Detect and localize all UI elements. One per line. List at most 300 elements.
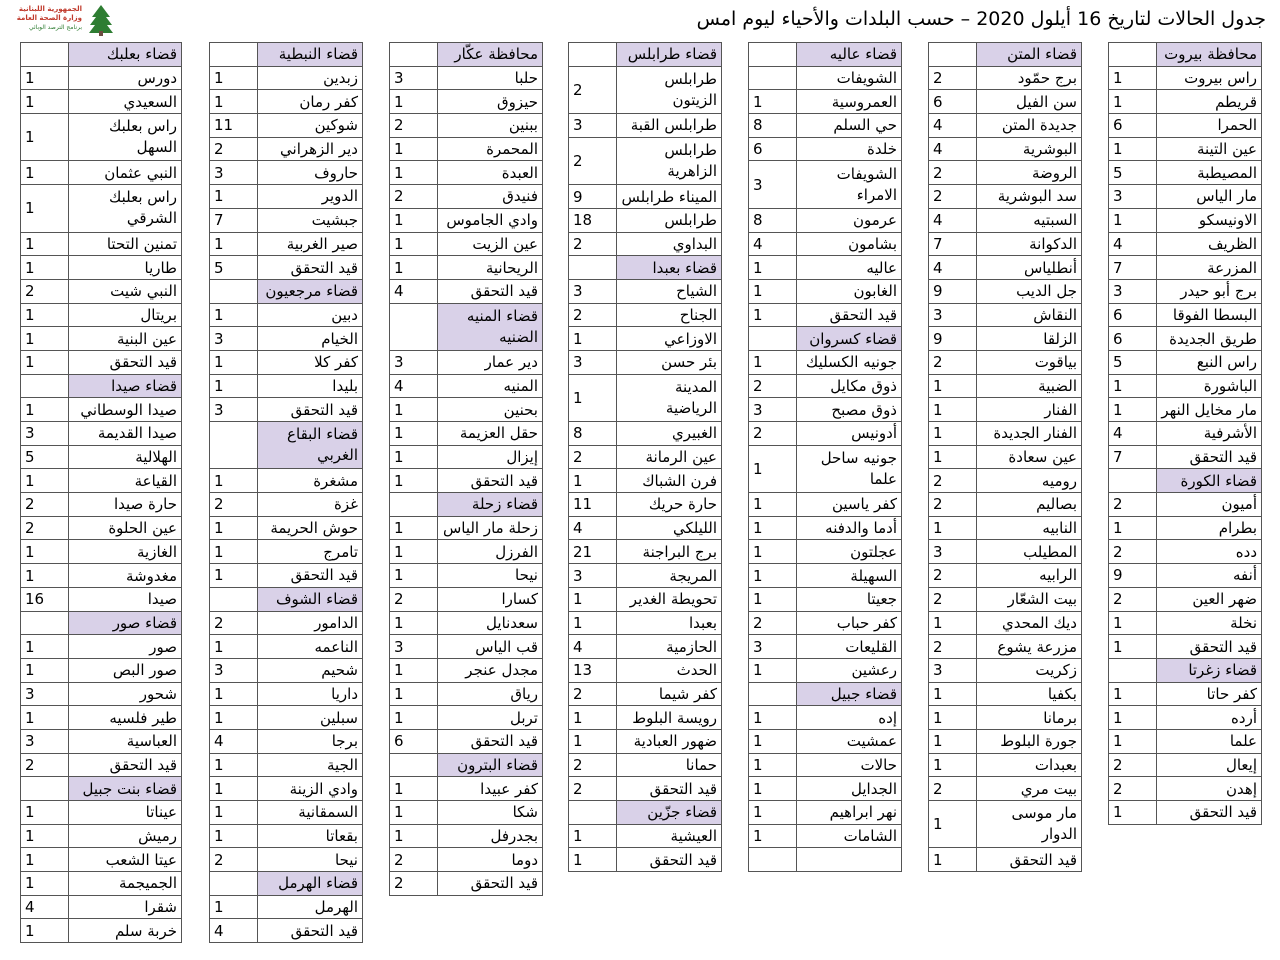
case-count: 9 <box>929 280 977 303</box>
case-count: 1 <box>390 540 438 563</box>
case-count: 1 <box>210 90 258 113</box>
case-count: 1 <box>569 612 617 635</box>
case-count: 1 <box>210 754 258 777</box>
case-count: 2 <box>929 777 977 800</box>
case-count: 3 <box>390 351 438 374</box>
district-header-row <box>21 43 181 67</box>
case-count <box>749 327 797 350</box>
table-row <box>1109 304 1261 328</box>
case-count: 1 <box>210 304 258 327</box>
district-header-row <box>210 280 362 304</box>
case-count: 2 <box>1109 777 1157 800</box>
table-row <box>390 825 542 849</box>
case-count: 1 <box>569 706 617 729</box>
table-row <box>390 635 542 659</box>
locality-name: الريحانية <box>485 258 538 277</box>
locality-name: حي السلم <box>833 116 897 135</box>
case-count: 2 <box>749 612 797 635</box>
case-count: 1 <box>1109 706 1157 729</box>
case-count: 6 <box>929 90 977 113</box>
case-count <box>21 43 69 66</box>
table-row <box>1109 90 1261 114</box>
case-count: 3 <box>569 564 617 587</box>
locality-name: راس بيروت <box>1184 69 1257 88</box>
case-count: 11 <box>210 114 258 137</box>
case-count: 1 <box>390 706 438 729</box>
table-row <box>569 706 721 730</box>
case-count <box>210 422 258 468</box>
table-row <box>390 683 542 707</box>
table-row <box>569 304 721 328</box>
case-count <box>1109 43 1157 66</box>
locality-name: تحويطة الغدير <box>629 590 717 609</box>
case-count: 1 <box>569 469 617 492</box>
locality-name: بيت مري <box>1020 779 1077 798</box>
locality-name: الهلالية <box>135 448 177 467</box>
case-count <box>210 872 258 895</box>
case-count: 1 <box>749 706 797 729</box>
case-count: 1 <box>1109 375 1157 398</box>
case-count: 1 <box>21 114 69 160</box>
table-column-5 <box>389 42 543 896</box>
locality-name: سن الفيل <box>1016 92 1077 111</box>
case-count: 6 <box>1109 304 1157 327</box>
case-count: 6 <box>749 138 797 161</box>
locality-name: شقرا <box>144 898 177 917</box>
case-count: 1 <box>1109 683 1157 706</box>
locality-name: خلدة <box>867 140 897 159</box>
case-count: 2 <box>210 493 258 516</box>
locality-name: الجناح <box>679 305 717 324</box>
locality-name: مار الياس <box>1196 187 1257 206</box>
case-count: 1 <box>21 540 69 563</box>
district-name: قضاء جزّين <box>647 803 717 822</box>
case-count: 1 <box>390 683 438 706</box>
case-count: 2 <box>929 469 977 492</box>
case-count: 2 <box>1109 540 1157 563</box>
table-row <box>1109 161 1261 185</box>
case-count: 1 <box>1109 612 1157 635</box>
table-row <box>1109 185 1261 209</box>
table-row <box>210 493 362 517</box>
case-count: 1 <box>210 801 258 824</box>
case-count: 18 <box>569 209 617 232</box>
table-row <box>390 185 542 209</box>
table-row <box>749 517 901 541</box>
case-count: 2 <box>569 754 617 777</box>
table-row <box>929 493 1081 517</box>
table-row <box>210 375 362 399</box>
district-header-row <box>210 43 362 67</box>
locality-name: بكفيا <box>1047 684 1077 703</box>
case-count: 2 <box>929 67 977 90</box>
locality-name: برج أبو حيدر <box>1180 282 1257 301</box>
case-count: 2 <box>929 161 977 184</box>
locality-name: شوكين <box>314 116 358 135</box>
table-row <box>929 469 1081 493</box>
district-name: قضاء النبطية <box>278 45 358 64</box>
table-row <box>929 422 1081 446</box>
table-row <box>390 90 542 114</box>
table-row <box>390 114 542 138</box>
case-count: 1 <box>390 659 438 682</box>
table-row <box>210 114 362 138</box>
case-count: 2 <box>929 635 977 658</box>
case-count: 1 <box>210 564 258 587</box>
table-row <box>749 493 901 517</box>
table-row <box>569 825 721 849</box>
case-count: 1 <box>749 730 797 753</box>
table-row <box>749 422 901 446</box>
district-header-row <box>21 375 181 399</box>
case-count: 1 <box>929 683 977 706</box>
table-row <box>749 304 901 328</box>
district-name: قضاء عاليه <box>829 45 897 64</box>
table-row <box>749 635 901 659</box>
case-count: 1 <box>390 209 438 232</box>
table-row <box>929 280 1081 304</box>
locality-name: قيد التحقق <box>470 732 538 751</box>
district-header-row <box>749 327 901 351</box>
locality-name: قيد التحقق <box>1009 850 1077 869</box>
table-row <box>390 540 542 564</box>
table-row <box>749 233 901 257</box>
table-row <box>21 493 181 517</box>
locality-name: طرابلس القبة <box>630 116 717 135</box>
district-header-row <box>390 493 542 517</box>
case-count: 1 <box>21 635 69 658</box>
locality-name: زبدين <box>323 69 358 88</box>
case-count: 1 <box>749 588 797 611</box>
table-row <box>1109 351 1261 375</box>
table-row <box>210 517 362 541</box>
case-count: 1 <box>1109 730 1157 753</box>
locality-name: حوش الحريمة <box>270 519 358 538</box>
locality-name: ذوق مكايل <box>830 376 897 395</box>
locality-name: عيتا الشعب <box>105 850 177 869</box>
locality-name: الدكوانة <box>1029 234 1077 253</box>
locality-name: مشغرة <box>313 471 358 490</box>
table-row <box>929 233 1081 257</box>
table-row <box>210 801 362 825</box>
locality-name: الخيام <box>321 329 358 348</box>
table-column-2 <box>928 42 1082 872</box>
locality-name: السبتيه <box>1033 211 1077 230</box>
table-row <box>929 683 1081 707</box>
case-count: 1 <box>749 304 797 327</box>
table-row <box>210 67 362 91</box>
case-count: 2 <box>929 588 977 611</box>
case-count: 7 <box>929 233 977 256</box>
case-count <box>749 683 797 706</box>
locality-name: المصيطبة <box>1197 163 1257 182</box>
district-name: قضاء زحلة <box>471 495 538 514</box>
table-row <box>749 446 901 493</box>
table-row <box>210 540 362 564</box>
locality-name: رعشين <box>851 661 897 680</box>
district-name: قضاء صيدا <box>111 377 177 395</box>
locality-name: السمقانية <box>298 803 358 822</box>
case-count: 3 <box>21 422 69 445</box>
locality-name: كفر رمان <box>299 92 358 111</box>
table-row <box>749 848 901 872</box>
case-count <box>569 801 617 824</box>
logo-line-3: برنامج الترصد الوبائي <box>28 24 82 31</box>
locality-name: ديك المحدي <box>1002 613 1077 632</box>
district-header-row <box>21 612 181 636</box>
table-row <box>1109 730 1261 754</box>
locality-name: الفرزل <box>495 542 538 561</box>
district-name: قضاء كسروان <box>809 329 897 348</box>
locality-name: الباشورة <box>1203 376 1257 395</box>
locality-name: الفنار الجديدة <box>993 424 1077 443</box>
case-count: 1 <box>1109 67 1157 90</box>
table-row <box>749 67 901 91</box>
case-count: 4 <box>749 233 797 256</box>
locality-name: الناعمه <box>314 637 358 656</box>
table-row <box>569 683 721 707</box>
locality-name: قيد التحقق <box>470 471 538 490</box>
locality-name: برج حمّود <box>1017 69 1077 88</box>
case-count: 6 <box>1109 114 1157 137</box>
case-count: 1 <box>749 90 797 113</box>
case-count: 1 <box>749 564 797 587</box>
case-count: 7 <box>1109 256 1157 279</box>
table-row <box>210 754 362 778</box>
table-row <box>390 777 542 801</box>
locality-name: سعدنايل <box>486 613 538 632</box>
case-count: 1 <box>390 138 438 161</box>
case-count: 2 <box>21 493 69 516</box>
locality-name: قيد التحقق <box>470 874 538 893</box>
district-name: قضاء بنت جبيل <box>82 779 177 798</box>
case-count: 1 <box>390 469 438 492</box>
table-row <box>1109 422 1261 446</box>
locality-name: أدما والدفنه <box>825 519 897 538</box>
table-row <box>210 730 362 754</box>
table-row <box>929 612 1081 636</box>
table-row <box>21 67 181 91</box>
case-count: 3 <box>569 114 617 137</box>
table-row <box>210 304 362 328</box>
table-row <box>569 517 721 541</box>
case-count: 1 <box>390 612 438 635</box>
case-count: 1 <box>21 564 69 587</box>
table-row <box>929 161 1081 185</box>
table-row <box>749 659 901 683</box>
locality-name: جونيه ساحل علما <box>820 448 897 488</box>
table-column-4 <box>568 42 722 872</box>
locality-name: أميون <box>1221 495 1257 514</box>
locality-name: عجلتون <box>850 542 897 561</box>
table-row <box>569 730 721 754</box>
locality-name: كفر كلا <box>314 353 358 372</box>
table-row <box>1109 754 1261 778</box>
district-header-row <box>210 872 362 896</box>
case-count: 1 <box>749 351 797 374</box>
district-header-row <box>210 422 362 469</box>
table-row <box>21 185 181 232</box>
table-row <box>21 256 181 280</box>
table-row <box>749 209 901 233</box>
case-count: 3 <box>390 635 438 658</box>
locality-name <box>797 848 901 871</box>
table-row <box>210 161 362 185</box>
case-count: 2 <box>210 138 258 161</box>
case-count <box>390 304 438 350</box>
locality-name: إهدن <box>1226 779 1257 798</box>
case-count: 9 <box>1109 564 1157 587</box>
case-count: 4 <box>390 280 438 303</box>
case-count: 1 <box>749 256 797 279</box>
locality-name: البسطا الفوقا <box>1172 305 1257 324</box>
case-count: 3 <box>749 635 797 658</box>
locality-name: قيد التحقق <box>470 282 538 301</box>
locality-name: عرمون <box>852 211 897 230</box>
case-count: 1 <box>929 446 977 469</box>
table-row <box>929 90 1081 114</box>
locality-name: نخلة <box>1230 613 1257 632</box>
table-row <box>569 67 721 114</box>
table-row <box>1109 683 1261 707</box>
locality-name: راس النبع <box>1196 353 1257 372</box>
table-row <box>390 280 542 304</box>
case-count: 7 <box>1109 446 1157 469</box>
case-count: 2 <box>21 280 69 303</box>
case-count <box>210 43 258 66</box>
table-row <box>1109 517 1261 541</box>
case-count: 1 <box>21 185 69 231</box>
district-name: قضاء البقاع الغربي <box>287 425 358 465</box>
case-count: 1 <box>390 233 438 256</box>
locality-name: الفنار <box>1044 400 1077 419</box>
case-count: 1 <box>929 422 977 445</box>
case-count: 2 <box>1109 588 1157 611</box>
case-count: 3 <box>929 540 977 563</box>
case-count: 1 <box>21 872 69 895</box>
locality-name: بعبدا <box>689 613 717 632</box>
locality-name: الشياح <box>676 282 717 301</box>
case-count: 1 <box>1109 138 1157 161</box>
locality-name: قيد التحقق <box>829 305 897 324</box>
case-count: 1 <box>749 801 797 824</box>
locality-name: العبدة <box>501 163 538 182</box>
case-count: 1 <box>210 777 258 800</box>
case-count: 5 <box>1109 351 1157 374</box>
table-row <box>1109 777 1261 801</box>
table-row <box>390 801 542 825</box>
table-row <box>390 706 542 730</box>
table-row <box>929 564 1081 588</box>
locality-name: علما <box>1229 732 1257 751</box>
table-row <box>210 398 362 422</box>
table-row <box>21 919 181 943</box>
locality-name: نيحا <box>335 850 358 869</box>
case-count: 1 <box>1109 209 1157 232</box>
table-row <box>929 517 1081 541</box>
table-row <box>1109 280 1261 304</box>
locality-name: حاروف <box>314 163 358 182</box>
district-name: قضاء البترون <box>457 755 538 774</box>
cedar-emblem-icon <box>86 3 116 37</box>
table-row <box>929 730 1081 754</box>
table-row <box>210 919 362 943</box>
table-row <box>21 564 181 588</box>
locality-name: بشامون <box>848 234 897 253</box>
table-row <box>210 564 362 588</box>
logo-text <box>14 5 82 32</box>
table-row <box>929 185 1081 209</box>
table-row <box>569 848 721 872</box>
table-row <box>210 327 362 351</box>
case-count: 1 <box>21 919 69 942</box>
case-count: 8 <box>569 422 617 445</box>
table-row <box>569 588 721 612</box>
locality-name: حارة صيدا <box>113 495 177 514</box>
case-count: 8 <box>749 114 797 137</box>
table-row <box>21 398 181 422</box>
locality-name: النبي شيت <box>110 282 177 301</box>
table-row <box>569 351 721 375</box>
case-count: 2 <box>390 185 438 208</box>
locality-name: نهر ابراهيم <box>829 803 897 822</box>
case-count: 5 <box>210 256 258 279</box>
table-row <box>569 280 721 304</box>
case-count: 1 <box>21 161 69 184</box>
locality-name: إيزال <box>506 448 538 467</box>
case-count: 1 <box>1109 398 1157 421</box>
case-count: 1 <box>390 777 438 800</box>
case-count: 1 <box>210 185 258 208</box>
table-row <box>21 351 181 375</box>
table-row <box>390 517 542 541</box>
case-count: 1 <box>210 233 258 256</box>
case-count: 2 <box>749 422 797 445</box>
case-count <box>569 43 617 66</box>
locality-name: جديدة المتن <box>1001 116 1077 135</box>
table-row <box>390 588 542 612</box>
locality-name: جعيتا <box>866 590 897 609</box>
district-name: قضاء الهرمل <box>278 874 358 893</box>
case-count: 1 <box>929 612 977 635</box>
locality-name: بريتال <box>140 305 177 324</box>
case-count: 1 <box>929 375 977 398</box>
table-row <box>390 351 542 375</box>
table-row <box>1109 327 1261 351</box>
locality-name: قريطم <box>1215 92 1257 111</box>
locality-name: طرابلس الزاهرية <box>664 140 717 180</box>
case-count: 2 <box>390 872 438 895</box>
table-row <box>569 635 721 659</box>
locality-name: الجية <box>327 755 358 774</box>
locality-name: حقل العزيمة <box>459 424 538 443</box>
locality-name: الزلقا <box>1043 329 1077 348</box>
table-row <box>390 446 542 470</box>
case-count <box>569 256 617 279</box>
locality-name: كفر شيما <box>658 684 717 703</box>
locality-name: الرابيه <box>1039 566 1077 585</box>
locality-name: السعيدي <box>123 92 177 111</box>
case-count: 2 <box>1109 493 1157 516</box>
locality-name: السهيلة <box>850 566 897 585</box>
locality-name: قيد التحقق <box>290 400 358 419</box>
locality-name: القياعة <box>134 471 177 490</box>
district-name: قضاء مرجعيون <box>265 282 358 301</box>
case-count: 13 <box>569 659 617 682</box>
table-row <box>210 706 362 730</box>
district-header-row <box>1109 469 1261 493</box>
table-row <box>929 351 1081 375</box>
